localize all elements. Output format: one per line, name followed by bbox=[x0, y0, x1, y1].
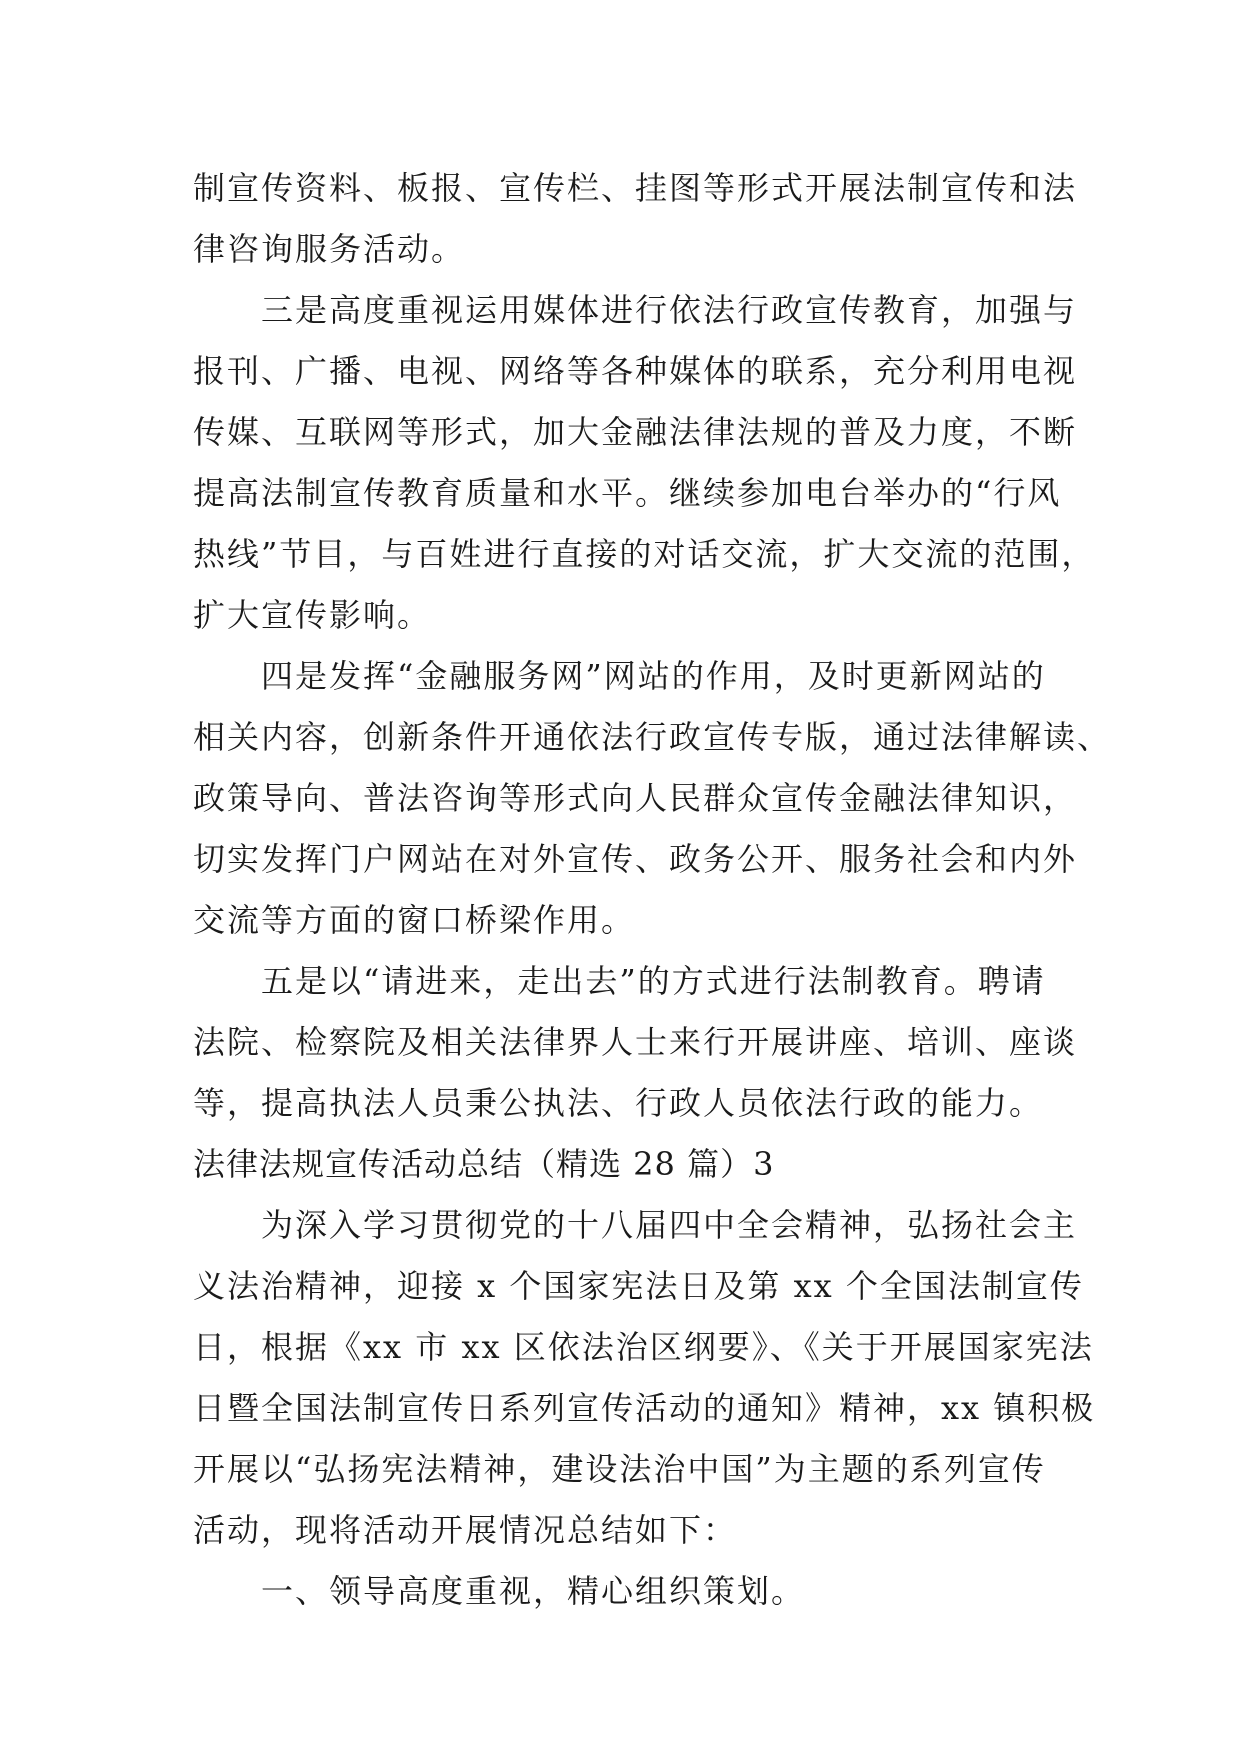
text-line: 五是以“请进来，走出去”的方式进行法制教育。聘请 bbox=[261, 962, 1046, 1000]
text-line: 法院、检察院及相关法律界人士来行开展讲座、培训、座谈 bbox=[193, 1023, 1078, 1061]
text-line: 活动，现将活动开展情况总结如下： bbox=[193, 1511, 738, 1549]
text-line: 扩大宣传影响。 bbox=[193, 596, 432, 634]
text-line: 制宣传资料、板报、宣传栏、挂图等形式开展法制宣传和法 bbox=[193, 169, 1078, 207]
text-line: 三是高度重视运用媒体进行依法行政宣传教育，加强与 bbox=[261, 291, 1078, 329]
text-line: 律咨询服务活动。 bbox=[193, 230, 466, 268]
text-line: 开展以“弘扬宪法精神，建设法治中国”为主题的系列宣传 bbox=[193, 1450, 1046, 1488]
text-line: 相关内容，创新条件开通依法行政宣传专版，通过法律解读、 bbox=[193, 718, 1112, 756]
text-line: 义法治精神，迎接 x 个国家宪法日及第 xx 个全国法制宣传 bbox=[193, 1267, 1084, 1305]
text-line: 等，提高执法人员秉公执法、行政人员依法行政的能力。 bbox=[193, 1084, 1044, 1122]
text-line: 提高法制宣传教育质量和水平。继续参加电台举办的“行风 bbox=[193, 474, 1062, 512]
text-line: 为深入学习贯彻党的十八届四中全会精神，弘扬社会主 bbox=[261, 1206, 1078, 1244]
text-line: 交流等方面的窗口桥梁作用。 bbox=[193, 901, 636, 939]
text-line: 热线”节目，与百姓进行直接的对话交流，扩大交流的范围， bbox=[193, 535, 1096, 573]
text-line: 传媒、互联网等形式，加大金融法律法规的普及力度，不断 bbox=[193, 413, 1078, 451]
text-line: 一、领导高度重视，精心组织策划。 bbox=[261, 1572, 806, 1610]
text-line: 政策导向、普法咨询等形式向人民群众宣传金融法律知识， bbox=[193, 779, 1078, 817]
text-line: 日暨全国法制宣传日系列宣传活动的通知》精神，xx 镇积极 bbox=[193, 1389, 1096, 1427]
text-line: 报刊、广播、电视、网络等各种媒体的联系，充分利用电视 bbox=[193, 352, 1078, 390]
document-body bbox=[193, 158, 1112, 1622]
text-line: 切实发挥门户网站在对外宣传、政务公开、服务社会和内外 bbox=[193, 840, 1078, 878]
text-line: 日，根据《xx 市 xx 区依法治区纲要》、《关于开展国家宪法 bbox=[193, 1328, 1094, 1366]
section-heading: 法律法规宣传活动总结（精选 28 篇）3 bbox=[193, 1145, 775, 1183]
text-line: 四是发挥“金融服务网”网站的作用，及时更新网站的 bbox=[261, 657, 1046, 695]
